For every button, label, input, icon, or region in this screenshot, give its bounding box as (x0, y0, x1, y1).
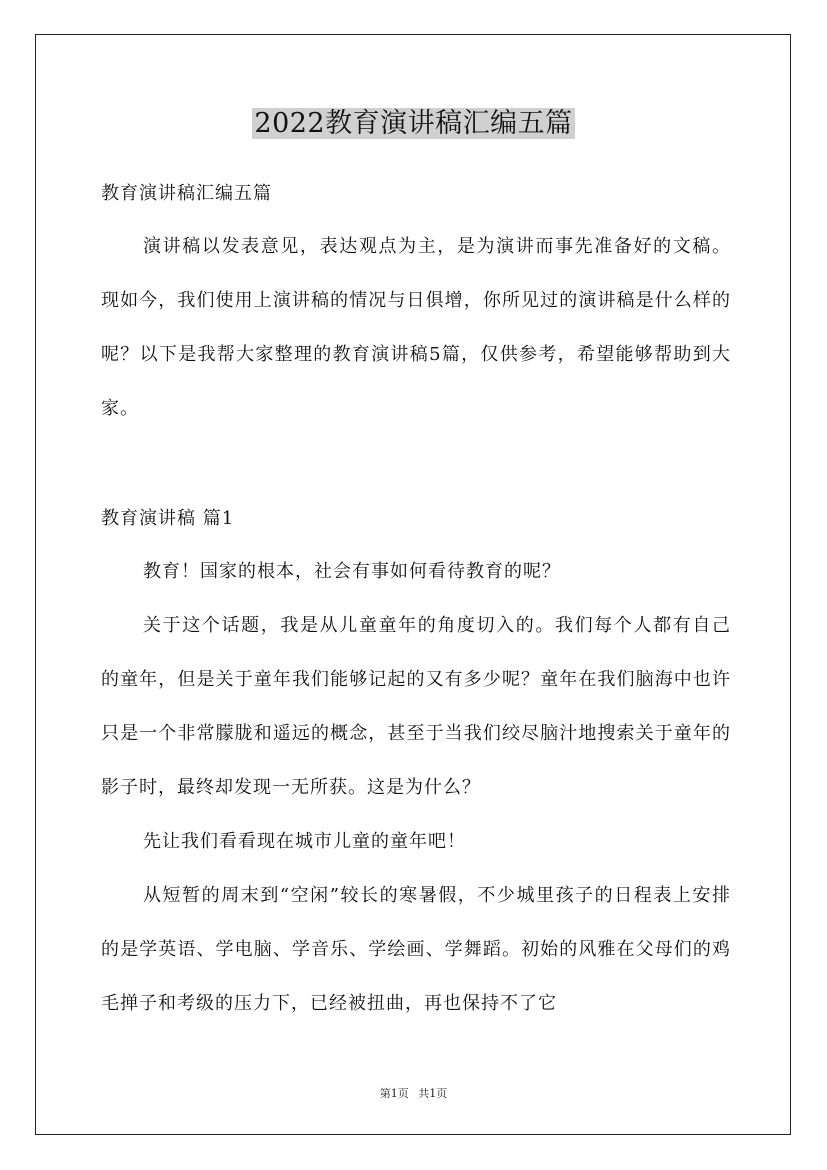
body-paragraph: 教育！国家的根本，社会有事如何看待教育的呢？ (143, 561, 561, 582)
body-paragraph: 从短暂的周末到“空闲”较长的寒暑假，不少城里孩子的日程表上安排的是学英语、学电脑、学音乐、学绘画、学舞蹈。初始的风雅在父母们的鸡毛掸子和考级的压力下，已经被扭曲，再也保持不了它 (101, 885, 731, 1014)
intro-paragraph: 演讲稿以发表意见，表达观点为主，是为演讲而事先准备好的文稿。现如今，我们使用上演讲稿的情况与日俱增，你所见过的演讲稿是什么样的呢？以下是我帮大家整理的教育演讲稿5篇，仅供参考，希望能够帮助到大家。 (101, 236, 731, 419)
document-title-text: 2022教育演讲稿汇编五篇 (254, 108, 573, 139)
body-paragraph: 关于这个话题，我是从儿童童年的角度切入的。我们每个人都有自己的童年，但是关于童年我们能够记起的又有多少呢？童年在我们脑海中也许只是一个非常朦胧和遥远的概念，甚至于当我们绞尽脑汁地搜索关于童年的影子时，最终却发现一无所获。这是为什么？ (101, 615, 731, 798)
page-footer (0, 1085, 827, 1101)
document-subtitle: 教育演讲稿汇编五篇 (101, 183, 272, 204)
section-heading: 教育演讲稿 篇1 (101, 508, 235, 529)
page-number: 第1页 (379, 1087, 409, 1100)
page-total: 共1页 (418, 1087, 448, 1100)
document-title (0, 102, 827, 144)
body-paragraph: 先让我们看看现在城市儿童的童年吧！ (143, 831, 466, 852)
